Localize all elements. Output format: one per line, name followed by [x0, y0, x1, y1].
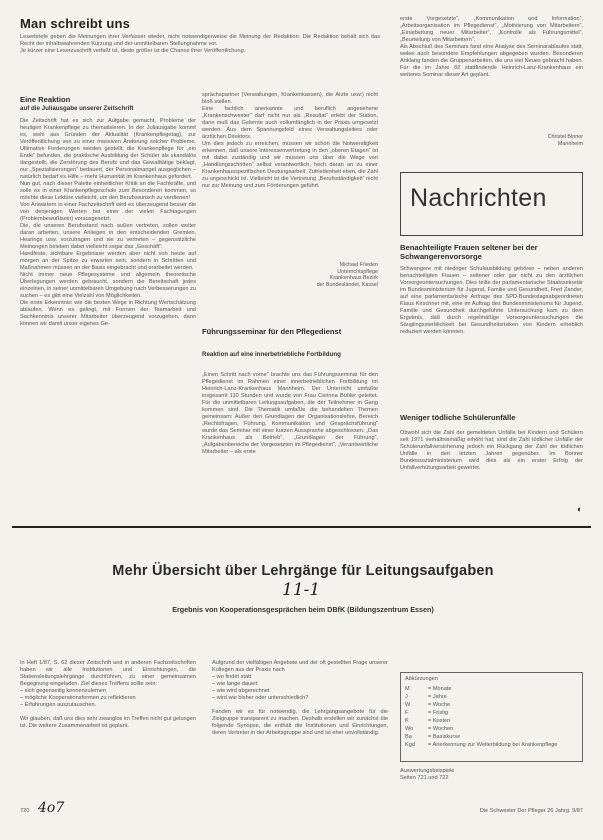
news-story-2-title: Weniger tödliche Schülerunfälle [400, 413, 516, 422]
news-heading: Nachrichten [410, 184, 547, 212]
abbreviation-key: W [405, 702, 411, 708]
banner-handwritten-mark: 11-1 [282, 580, 321, 600]
end-mark: ◖ [576, 504, 582, 514]
seminar-continuation: erste Vorgesetzte“, „Kommunikation und Information“, „Arbeitsorganisation im Pflegedienst“, „Motivierung von Mitarbeitern“, „Einarbeitung neuer Mitarbeiter“, „Kontrolle als Führungsmittel“, „Beurteilung von Mitarbeitern“. Als Abschluß des Seminars fand eine Analyse des Seminarablaufes statt, wobei auch besondere Empfehlungen abgegeben wurden. Besonderen Anklang fanden die Gruppenarbeiten, die uns viel Neues gebracht haben. Für die im Jahre 82 stattfindende Heinrich-Lanz-Krankenhaus ein weiteres Seminar dieser Art geplant. [400, 16, 583, 78]
abbreviation-value: = Anerkennung zur Weiterbildung bei Krankenpflege [428, 742, 558, 748]
seminar-signature: Christel Binner Mannheim [547, 134, 583, 147]
abbreviation-key: M [405, 686, 410, 692]
bottom-column-2: Aufgrund der vielfältigen Angebote und der oft gestellten Frage unserer Kollegen aus der Praxis nach – wo findet statt – wie lange dauert – wie wird abgerechnet – wird wie bisher oder unterschiedlich? Fanden wir es für notwendig, die Lehrgangsangebote für die Zielgruppe transparent zu machen. Deshalb erstellen wir zunächst die folgende Synopse, die enthält die Institutionen und Einrichtungen, deren Vertreter in der Arbeitsgruppe sind und ist eher unvollständig. [212, 660, 388, 736]
abbreviation-key: Ba [405, 734, 412, 740]
abbreviation-value: = Kosten [428, 718, 451, 724]
banner-title: Mehr Übersicht über Lehrgänge für Leitungsaufgaben [112, 563, 494, 579]
abbreviation-value: = Basiskurse [428, 734, 461, 740]
seminar-body: „Einen Schritt nach vorne“ brachte uns das Führungsseminar für den Pflegedienst im Rahmen einer innerbetrieblichen Fortbildung im Heinrich-Lanz-Krankenhaus Mannheim. Der Unterricht umfaßte insgesamt 110 Stunden und wurde von Frau Corinna Bühler geleitet. Für die unmittelbaren Leitungsaufgaben, die der Teilnehmer in Gang kommen sind. Die Thematik umfaßte die behandelten Themen gemeinsam: Außer den Grundlagen der Organisationslehre, Bereich „Rechtsfragen, Führung, Kommunikation und Gesprächsführung“ wurde das Seminar mit einer kurzen Aussprache abgeschlossen. „Das Krankenhaus als Betrieb“, „Grundlagen der Führung“, „Aufgabenbereiche der Vorgesetzten im Pflegedienst“, „Verantwortliche Mitarbeiter – als erste [202, 372, 378, 455]
abbreviation-value: = Fristig [428, 710, 449, 716]
banner-subtitle: Ergebnis von Kooperationsgesprächen beim DBfK (Bildungszentrum Essen) [172, 605, 434, 614]
journal-footer: Die Schwester Der Pfleger 26 Jahrg. 9/87 [479, 808, 583, 814]
abbreviation-value: = Woche [428, 702, 451, 708]
news-story-1-body: Schwangere mit niedriger Schulausbildung gehören – neben anderen benachteiligten Frauen – seltener oder gar nicht zu den ärztlichen Vorsorgeuntersuchungen. Dies teilte der parlamentarische Staatssekretär im Bundesministerium für Jugend, Familie und Gesundheit, Fred Zander, auf eine parlamentarische Anfrage des SPD-Bundestagsabgeordneten Klaus Kirschner mit, eine im Auftrag des Bundesministeriums für Jugend, Familie und Gesundheit durchgeführte Untersuchung kam zu dem Ergebnis, daß durch regelmäßige Vorsorgeuntersuchungen die Säuglingssterblichkeit bei Gesundheitsrisiken von Kindern erheblich reduziert werden könnten. [400, 266, 583, 335]
letter-column-1: Die Zeitschrift hat es sich zur Aufgabe gemacht, Probleme der heutigen Krankenpflege zu thematisieren. In der Juliausgabe kommt es, wohl aus Gründen der Aktualität (Krankenpflegetag), zur Veröffentlichung von zu einer massiven Änderung solcher Probleme. Ultimative Forderungen werden gestellt, die Krankenpflege für „ein Ende“ befunden, die praktische Ausbildung der Schüler als skandalös dargestellt, die Zerstörung des Berufs und das Gewalttätige beklagt, nur „Spezialisierungen“ bedauert, der Personalmangel ausgeglichen – natürlich bedarf es Hilfe – mehr Humanität im Krankenhaus gefordert. Nun gut, nach dieser Palette einheitlicher Kritik an die Fachkräfte, und solle es in einer Krankenpflegeschule zum Besonderen kommen, so möchte diese Lektüre vielleicht, um den Berufswunsch zu verdienen! Von Anwärtern in einer Fachzeitschrift wird es überzeugend besser die von denjenigen Werten bei einer der vielen Fachtagungen (Problembewußtsein) vorausgesetzt. Die, die unseren Berufsstand nach außen vertreten, sollen weiter daran arbeiten, unsere Anliegen in den entscheidenden Gremien, Hearings usw. vorzutragen und sie zu vertreten – gegensätzliche Meinungen beleben dabei vielleicht sogar das „Geschäft“. Handfeste, sichtbare Ergebnisse werden aber nicht von heute auf morgen an der Spitze zu erwarten sein, sondern in Schritten und Maßnahmen müssen an der Basis eingebracht und erarbeitet werden. Nicht immer neue Pflegesysteme und allgemein theoretische Überlegungen werden gebraucht, sondern die Bereitschaft jedes einzelnen, in seiner unmittelbaren Umgebung nach Verbesserungen zu suchen – es gibt eine Vielzahl von Möglichkeiten. Die erste Erkenntnis: wie die besten Wege in Richtung Wertschätzung ablaufen. Wenn es gelingt, mit Formen der Teamarbeit und Sachkenntnis unserer Mitarbeiter überzeugend vorzugehen, dann können wir damit unser eigenes Ge- [20, 118, 196, 327]
abbreviations-title: Abkürzungen [405, 676, 438, 682]
abbreviation-key: F [405, 710, 409, 716]
letter-subtitle: auf die Juliausgabe unserer Zeitschrift [20, 105, 134, 112]
abbreviations-footer: Auswertungsbeispiele Seiten 721 und 722 [400, 768, 455, 781]
page-handwritten-mark: 4o7 [38, 800, 65, 816]
section-headline: Man schreibt uns [20, 16, 131, 31]
letter-title: Eine Reaktion [20, 95, 71, 104]
abbreviation-value: = Jahre [428, 694, 447, 700]
letter-column-2: sprächspartner (Verwaltungen, Krankenkassen), die Ärzte usw.) nicht bloß stellen. Eine fachlich anerkannte und beruflich angesehene „Krankenschwester“ darf nicht nur als „Resultat“ erlebt der Station, dann muß das Gelernte auch vollumfänglich in der Praxis umgesetzt werden. Aus dem Spannungsfeld eines Verwaltungsleiters oder ärztlichen Direktors. Um dies jedoch zu erreichen, müssen wir schon die Notwendigkeit erkennen, daß unsere Interessenvertretung in den „oberen Etagen“ ist mit dabei zuständig und wir müssen uns über die Wege von „Handlungsschritten“ selbst verantwortlich, hoch daran an zu einer Krankenhausspezifischen Deutungsarbeit. Zufriedenheit eben, die Zahl zu ungeschickt ist. Vielleicht ist die Vertretung „Berufsständigkeit“ nicht nur zur Meinung und zum Förderungen geführt. [202, 92, 378, 189]
abbreviation-key: J [405, 694, 408, 700]
abbreviation-key: Wo [405, 726, 414, 732]
letter-signature: Michael Frieden Unterrichtspflege Krankenhaus Bezirk der Bundesländer, Kassel [316, 262, 378, 288]
abbreviation-value: = Monate [428, 686, 452, 692]
section-divider [12, 526, 591, 528]
news-story-1-title: Benachteiligte Frauen seltener bei der Schwangerenvorsorge [400, 243, 538, 261]
abbreviation-key: Kgd [405, 742, 415, 748]
seminar-subtitle: Reaktion auf eine innerbetriebliche Fortbildung [202, 351, 341, 358]
bottom-column-1: In Heft 1/87, S. 62 dieser Zeitschrift und in anderen Fachzeitschriften haben wir alle Institutionen und Einrichtungen, die Stationsleitungslehrgänge durchführen, zu einer gemeinsamen Begegnung eingeladen. Ziel dieses Treffens sollte sein: – sich gegenseitig kennenzulernen – mögliche Kooperationsformen zu reflektieren – Erfahrungen auszutauschen. Wir glauben, daß uns dies sehr zwanglos im Treffen nicht gut gelungen ist. Die weitere Zusammenarbeit ist geplant. [20, 660, 196, 729]
abbreviation-value: = Wochen [428, 726, 454, 732]
news-story-2-body: Obwohl sich die Zahl der gemeldeten Unfälle bei Kindern und Schülern seit 1971 verhältnismäßig erhöht hat, sind die Zahl tödlicher Unfälle der Schülerunfallversicherung jedoch ein Rückgang der Zahl der tödlichen Unfälle in den letzten Jahren gegenüber. Im Bonner Bundessozialministerium wird dies als ein erster Erfolg der Unfallverhütungsarbeit gewertet. [400, 430, 583, 471]
page-number: 720 [20, 808, 30, 814]
section-intro: Leserbriefe geben die Meinungen ihrer Verfasser wieder, nicht notwendigerweise die Meinung der Redaktion. Die Redaktion behält sich das Recht der inhaltswahrenden Kürzung und der unmittelbaren Stellungnahme vor. Je kürzer eine Leserzuschrift verfaßt ist, desto größer ist die Chance ihrer Veröffentlichung. [20, 34, 380, 54]
abbreviation-key: K [405, 718, 409, 724]
seminar-title: Führungsseminar für den Pflegedienst [202, 327, 342, 336]
